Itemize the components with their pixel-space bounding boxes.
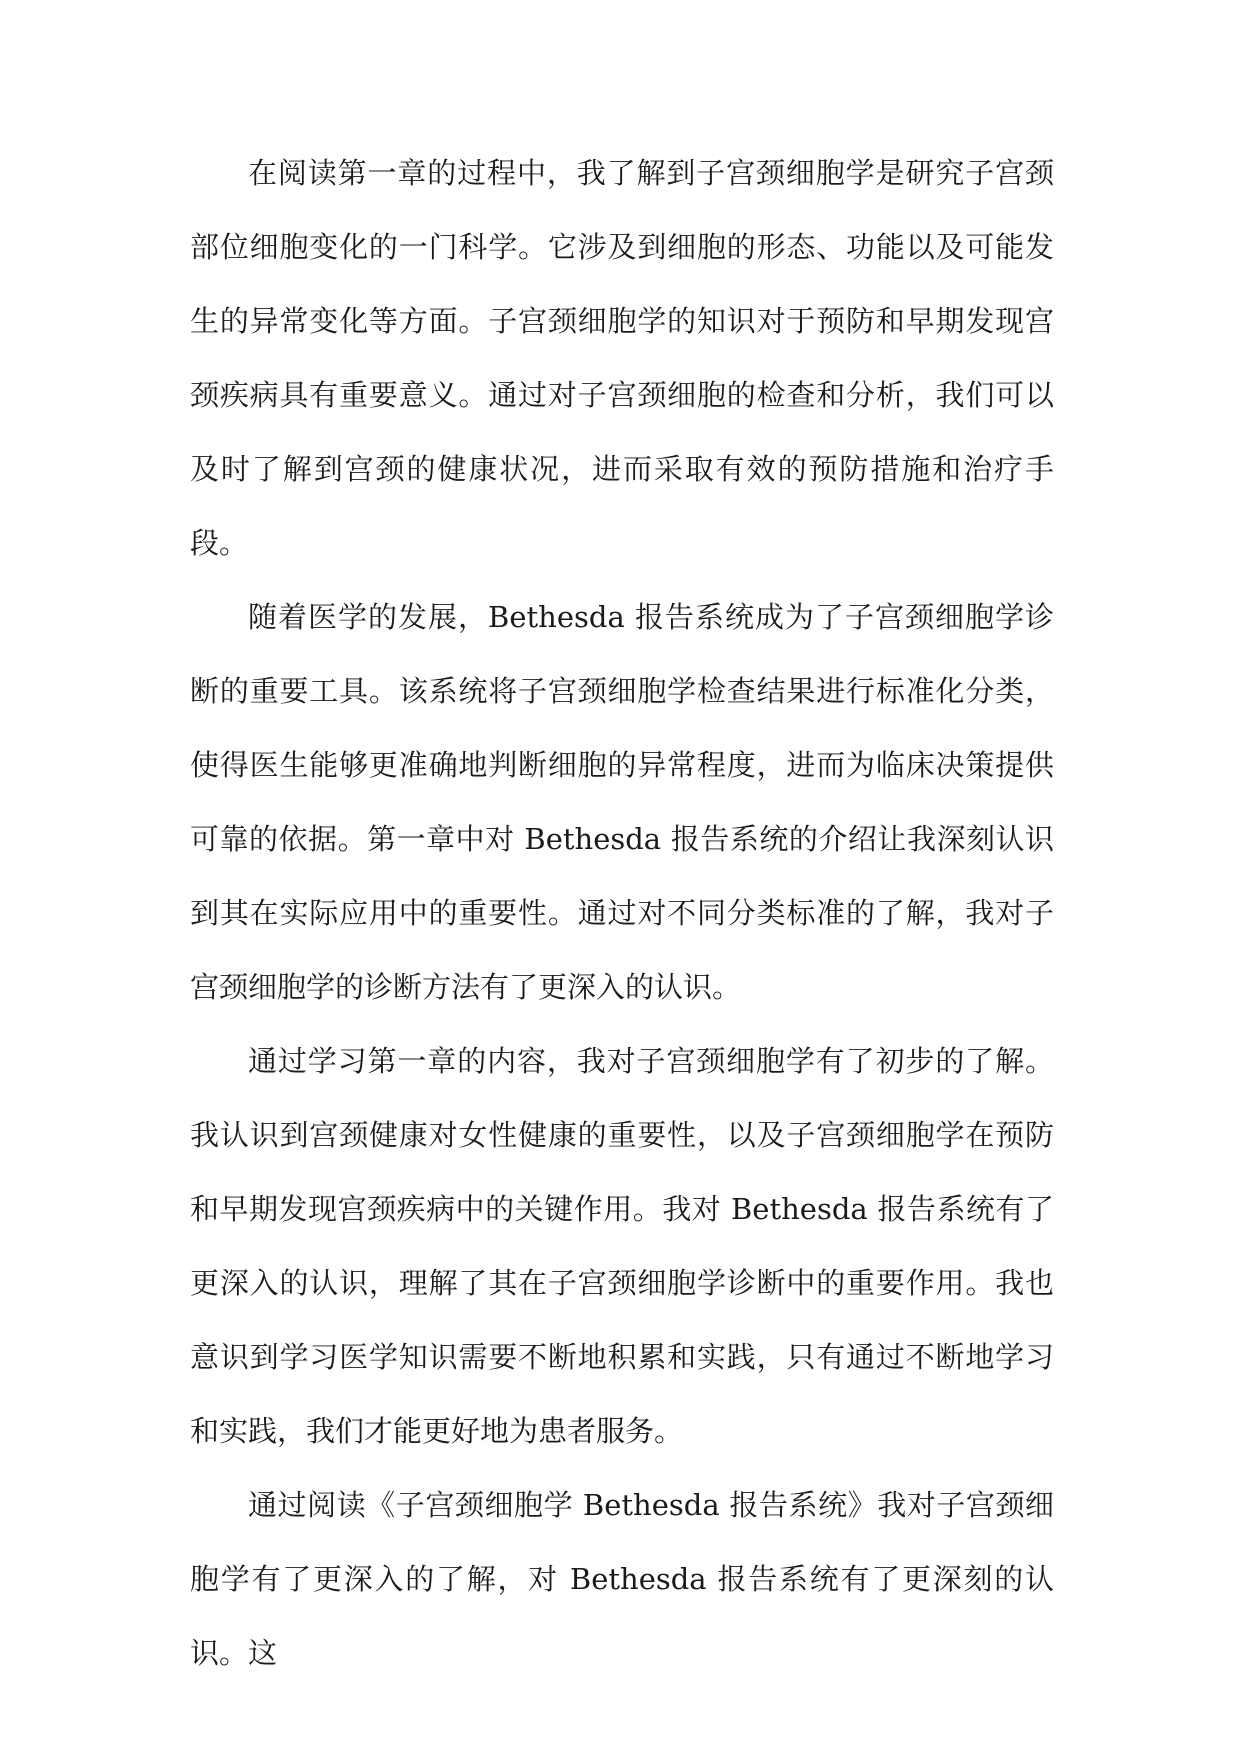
paragraph-1: 在阅读第一章的过程中，我了解到子宫颈细胞学是研究子宫颈部位细胞变化的一门科学。它涉及到细胞的形态、功能以及可能发生的异常变化等方面。子宫颈细胞学的知识对于预防和早期发现宫颈疾病具有重要意义。通过对子宫颈细胞的检查和分析，我们可以及时了解到宫颈的健康状况，进而采取有效的预防措施和治疗手段。 [190, 156, 1054, 560]
document-body [190, 136, 1054, 1690]
paragraph-3: 通过学习第一章的内容，我对子宫颈细胞学有了初步的了解。我认识到宫颈健康对女性健康的重要性，以及子宫颈细胞学在预防和早期发现宫颈疾病中的关键作用。我对 Bethesda 报告系统有了更深入的认识，理解了其在子宫颈细胞学诊断中的重要作用。我也意识到学习医学知识需要不断地积累和实践，只有通过不断地学习和实践，我们才能更好地为患者服务。 [190, 1044, 1054, 1448]
paragraph-2: 随着医学的发展，Bethesda 报告系统成为了子宫颈细胞学诊断的重要工具。该系统将子宫颈细胞学检查结果进行标准化分类，使得医生能够更准确地判断细胞的异常程度，进而为临床决策提供可靠的依据。第一章中对 Bethesda 报告系统的介绍让我深刻认识到其在实际应用中的重要性。通过对不同分类标准的了解，我对子宫颈细胞学的诊断方法有了更深入的认识。 [190, 600, 1054, 1004]
paragraph-4: 通过阅读《子宫颈细胞学 Bethesda 报告系统》我对子宫颈细胞学有了更深入的了解，对 Bethesda 报告系统有了更深刻的认识。这 [190, 1488, 1054, 1670]
